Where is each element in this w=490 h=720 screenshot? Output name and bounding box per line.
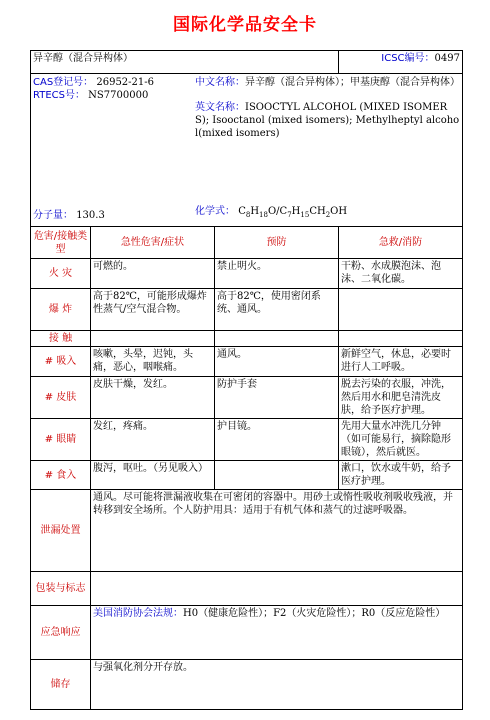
table-row — [31, 419, 463, 461]
chemical-name-text: 异辛醇（混合异构体） — [33, 53, 133, 64]
col-symptoms: 急性危害/症状 — [91, 227, 215, 259]
identifiers-row — [31, 74, 463, 227]
contact-prevention — [215, 331, 339, 347]
table-row — [31, 289, 463, 331]
packaging-row — [31, 572, 463, 606]
packaging-text — [91, 572, 463, 606]
fire-first-aid: 干粉、水成膜泡沫、泡沫、二氧化碳。 — [339, 259, 463, 289]
eyes-first-aid: 先用大量水冲洗几分钟（如可能易行，摘除隐形眼镜），然后就医。 — [339, 419, 463, 461]
row-label-eyes: # 眼睛 — [31, 419, 91, 461]
explosion-first-aid — [339, 289, 463, 331]
storage-text: 与强氧化剂分开存放。 — [91, 660, 463, 710]
cn-name-line: 中文名称：异辛醇（混合异构体）；甲基庚醇（混合异构体） — [195, 77, 460, 88]
identifiers-right — [193, 74, 462, 226]
explosion-prevention: 高于82℃，使用密闭系统、通风。 — [215, 289, 339, 331]
section-label-storage: 储存 — [31, 660, 91, 710]
icsc-label: ICSC编号： — [381, 53, 435, 64]
ingestion-first-aid: 漱口，饮水或牛奶，给予医疗护理。 — [339, 461, 463, 490]
row-label-explosion: 爆 炸 — [31, 289, 91, 331]
identifiers-block — [31, 74, 462, 226]
identifiers-left — [31, 74, 193, 226]
table-row — [31, 461, 463, 490]
safety-card-table — [30, 50, 463, 710]
section-label-emergency: 应急响应 — [31, 606, 91, 660]
col-hazard-type: 危害/接触类型 — [31, 227, 91, 259]
contact-symptoms — [91, 331, 215, 347]
skin-first-aid: 脱去污染的衣服，冲洗，然后用水和肥皂清洗皮肤，给予医疗护理。 — [339, 377, 463, 419]
spillage-row — [31, 490, 463, 572]
col-first-aid: 急救/消防 — [339, 227, 463, 259]
molecular-weight-line: 分子量： 130.3 — [33, 210, 105, 221]
page-title: 国际化学品安全卡 — [173, 15, 317, 35]
ingestion-symptoms: 腹泻，呕吐。（另见吸入） — [91, 461, 215, 490]
fire-symptoms: 可燃的。 — [91, 259, 215, 289]
table-row — [31, 347, 463, 377]
emergency-row — [31, 606, 463, 660]
ingestion-prevention — [215, 461, 339, 490]
skin-symptoms: 皮肤干燥，发红。 — [91, 377, 215, 419]
inhalation-symptoms: 咳嗽，头晕，迟钝，头痛，恶心，咽喉痛。 — [91, 347, 215, 377]
column-header-row — [31, 227, 463, 259]
emergency-text: 美国消防协会法规：H0（健康危险性）；F2（火灾危险性）；R0（反应危险性） — [91, 606, 463, 660]
eyes-prevention: 护目镜。 — [215, 419, 339, 461]
contact-first-aid — [339, 331, 463, 347]
section-label-packaging: 包装与标志 — [31, 572, 91, 606]
storage-row — [31, 660, 463, 710]
table-row — [31, 377, 463, 419]
row-label-contact: 接 触 — [31, 331, 91, 347]
table-row — [31, 259, 463, 289]
chemical-formula: $C_8H_{18}O/C_7H_{15}CH_2OH$ — [238, 206, 348, 219]
en-name-line: 英文名称：ISOOCTYL ALCOHOL (MIXED ISOMERS); Isooctanol (mixed isomers); Methylheptyl alcohol(mixed isomers) — [195, 102, 460, 139]
row-label-inhalation: # 吸入 — [31, 347, 91, 377]
icsc-number-cell — [339, 51, 463, 74]
chemical-name-cn — [31, 51, 339, 74]
icsc-number: 0497 — [434, 53, 460, 64]
inhalation-prevention: 通风。 — [215, 347, 339, 377]
rtecs-line: RTECS号： NS7700000 — [33, 90, 149, 101]
card-header-row — [31, 51, 463, 74]
inhalation-first-aid: 新鲜空气，休息，必要时进行人工呼吸。 — [339, 347, 463, 377]
section-label-spillage: 泄漏处置 — [31, 490, 91, 572]
row-label-ingestion: # 食入 — [31, 461, 91, 490]
table-row — [31, 331, 463, 347]
row-label-skin: # 皮肤 — [31, 377, 91, 419]
fire-prevention: 禁止明火。 — [215, 259, 339, 289]
skin-prevention: 防护手套 — [215, 377, 339, 419]
eyes-symptoms: 发红，疼痛。 — [91, 419, 215, 461]
spillage-text: 通风。尽可能将泄漏液收集在可密闭的容器中。用砂土或惰性吸收剂吸收残液，并转移到安全场所。个人防护用具：适用于有机气体和蒸气的过滤呼吸器。 — [91, 490, 463, 572]
explosion-symptoms: 高于82℃，可能形成爆炸性蒸气/空气混合物。 — [91, 289, 215, 331]
formula-line: 化学式： $C_8H_{18}O/C_7H_{15}CH_2OH$ — [195, 206, 348, 219]
row-label-fire: 火 灾 — [31, 259, 91, 289]
col-prevention: 预防 — [215, 227, 339, 259]
cas-line: CAS登记号： 26952-21-6 — [33, 77, 155, 88]
